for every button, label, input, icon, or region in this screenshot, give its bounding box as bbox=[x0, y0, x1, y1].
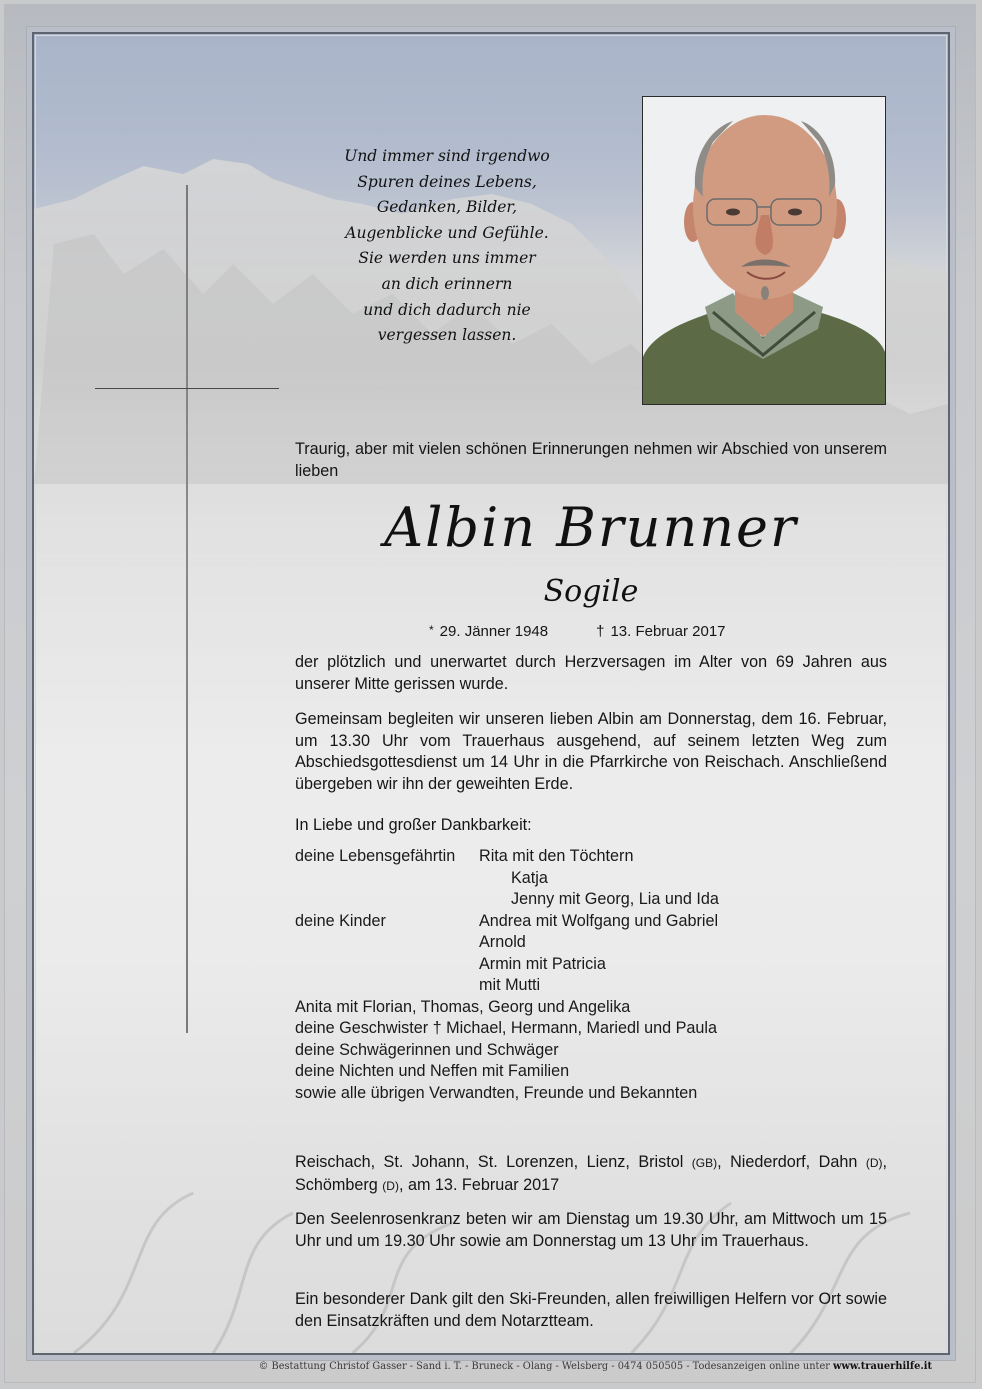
poem-line: Sie werden uns immer bbox=[358, 249, 536, 268]
family-member: Katja bbox=[511, 868, 548, 887]
poem-line: vergessen lassen. bbox=[377, 326, 517, 345]
family-line: deine Nichten und Neffen mit Familien bbox=[295, 1062, 570, 1080]
deceased-nickname: Sogile bbox=[543, 574, 639, 609]
birth-star-icon: * bbox=[429, 623, 434, 637]
places-and-date: Reischach, St. Johann, St. Lorenzen, Lienz, Bristol (GB), Niederdorf, Dahn (D), Schömberg (D), am 13. Februar 2017 bbox=[295, 1153, 887, 1194]
memorial-poem bbox=[330, 144, 564, 349]
death-cross-icon: † bbox=[596, 623, 605, 640]
family-row-partner bbox=[295, 846, 719, 911]
family-member: Armin mit Patricia bbox=[479, 954, 606, 973]
funeral-paragraph: Gemeinsam begleiten wir unseren lieben Albin am Donnerstag, dem 16. Februar, um 13.30 Uhr vom Trauerhaus ausgehend, auf seinem letzten Weg zum Abschiedsgottesdienst um 14 Uhr in die Pfarrkirche von Reischach. Anschließend übergeben wir ihn der geweihten Erde. bbox=[295, 710, 887, 793]
poem-line: Und immer sind irgendwo bbox=[344, 147, 550, 165]
birth-date: 29. Jänner 1948 bbox=[439, 623, 549, 640]
family-member: Rita mit den Töchtern bbox=[479, 847, 634, 865]
death-date: 13. Februar 2017 bbox=[610, 623, 726, 640]
thanks-paragraph: Ein besonderer Dank gilt den Ski-Freunden, allen freiwilligen Helfern vor Ort sowie den Einsatzkräften und dem Notarztteam. bbox=[295, 1290, 887, 1330]
poem-line: Spuren deines Lebens, bbox=[357, 172, 537, 191]
gratitude-heading: In Liebe und großer Dankbarkeit: bbox=[295, 816, 532, 834]
poem-line: Gedanken, Bilder, bbox=[376, 198, 518, 217]
family-line: sowie alle übrigen Verwandten, Freunde und Bekannten bbox=[295, 1083, 698, 1102]
family-member: mit Mutti bbox=[479, 976, 541, 994]
family-line: deine Schwägerinnen und Schwäger bbox=[295, 1040, 559, 1059]
family-line: Anita mit Florian, Thomas, Georg und Angelika bbox=[295, 997, 631, 1016]
footer-link[interactable]: www.trauerhilfe.it bbox=[833, 1361, 932, 1372]
poem-line: Augenblicke und Gefühle. bbox=[345, 223, 549, 242]
footer-text: © Bestattung Christof Gasser - Sand i. T. - Bruneck - Olang - Welsberg - 0474 050505 - Todesanzeigen online unter bbox=[258, 1361, 834, 1372]
poem-line: und dich dadurch nie bbox=[363, 300, 531, 319]
cause-paragraph: der plötzlich und unerwartet durch Herzversagen im Alter von 69 Jahren aus unserer Mitte gerissen wurde. bbox=[295, 653, 887, 693]
life-dates bbox=[429, 623, 726, 640]
family-label: deine Lebensgefährtin bbox=[295, 847, 456, 865]
family-list bbox=[295, 846, 719, 1104]
obituary-panel bbox=[32, 32, 950, 1355]
family-row-children bbox=[295, 911, 719, 997]
intro-text: Traurig, aber mit vielen schönen Erinnerungen nehmen wir Abschied von unserem lieben bbox=[295, 440, 887, 480]
cross-horizontal-bar bbox=[95, 388, 279, 389]
portrait-illustration bbox=[643, 97, 885, 404]
family-member: Arnold bbox=[479, 933, 526, 951]
family-member: Jenny mit Georg, Lia und Ida bbox=[511, 890, 719, 908]
poem-line: an dich erinnern bbox=[381, 274, 513, 293]
rosary-paragraph: Den Seelenrosenkranz beten wir am Dienstag um 19.30 Uhr, am Mittwoch um 15 Uhr und um 19.30 Uhr sowie am Donnerstag um 13 Uhr im Trauerhaus. bbox=[295, 1210, 887, 1250]
portrait-photo bbox=[642, 96, 886, 405]
family-member: Andrea mit Wolfgang und Gabriel bbox=[479, 911, 719, 930]
deceased-name: Albin Brunner bbox=[384, 496, 798, 559]
cross-vertical-bar bbox=[186, 185, 188, 1033]
family-label: deine Kinder bbox=[295, 911, 386, 930]
family-line: deine Geschwister † Michael, Hermann, Mariedl und Paula bbox=[295, 1019, 717, 1037]
footer bbox=[0, 1361, 982, 1372]
